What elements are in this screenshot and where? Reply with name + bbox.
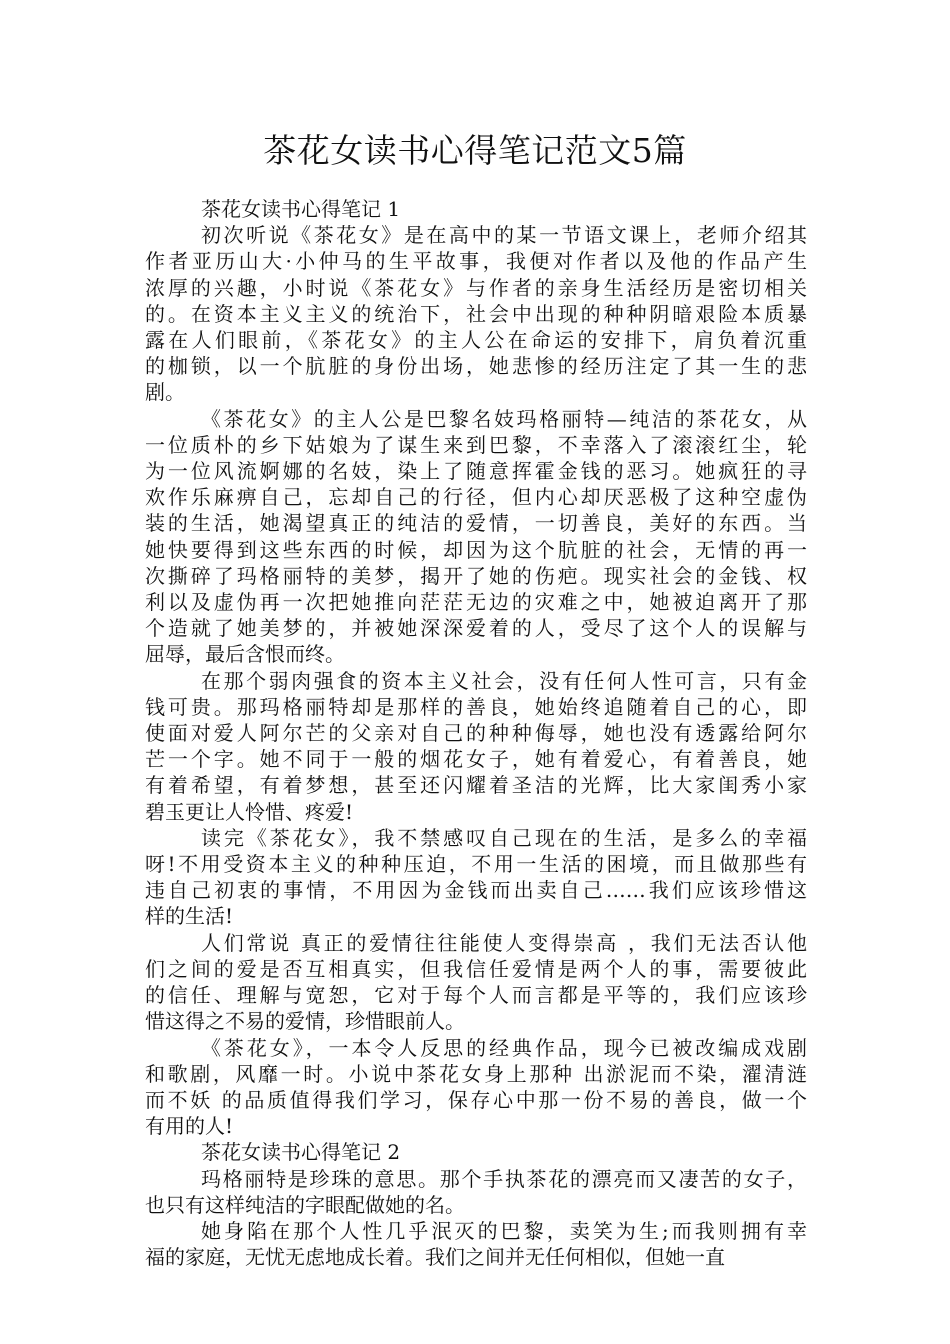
text-line: 惜这得之不易的爱情，珍惜眼前人。 — [145, 1009, 465, 1034]
text-line: 读完《茶花女》，我不禁感叹自己现在的生活，是多么的幸福 — [201, 825, 807, 850]
text-line: 为一位风流婀娜的名妓，染上了随意挥霍金钱的恶习。她疯狂的寻 — [145, 459, 807, 484]
document-body — [145, 196, 807, 1270]
paragraph — [145, 1218, 807, 1270]
text-line: 欢作乐麻痹自己，忘却自己的行径，但内心却厌恶极了这种空虚伪 — [145, 485, 807, 510]
text-line: 初次听说《茶花女》是在高中的某一节语文课上，老师介绍其 — [201, 223, 807, 248]
text-line: 违自己初衷的事情，不用因为金钱而出卖自己……我们应该珍惜这 — [145, 878, 807, 903]
text-line: 人们常说 真正的爱情往往能使人变得崇高 ，我们无法否认他 — [201, 930, 807, 955]
paragraph — [145, 1035, 807, 1140]
text-line: 《茶花女》的主人公是巴黎名妓玛格丽特—纯洁的茶花女，从 — [201, 406, 807, 431]
text-line: 个造就了她美梦的，并被她深深爱着的人，受尽了这个人的误解与 — [145, 616, 807, 641]
section-heading — [145, 1139, 807, 1165]
text-line: 而不妖 的品质值得我们学习，保存心中那一份不易的善良，做一个 — [145, 1087, 807, 1112]
paragraph — [145, 668, 807, 825]
text-line: 有着希望，有着梦想，甚至还闪耀着圣洁的光辉，比大家闺秀小家 — [145, 773, 807, 798]
paragraph — [145, 930, 807, 1035]
text-line: 她快要得到这些东西的时候，却因为这个肮脏的社会，无情的再一 — [145, 537, 807, 562]
document-title: 茶花女读书心得笔记范文5篇 — [263, 131, 687, 170]
text-line: 一位质朴的乡下姑娘为了谋生来到巴黎，不幸落入了滚滚红尘，轮 — [145, 432, 807, 457]
text-line: 她身陷在那个人性几乎泯灭的巴黎，卖笑为生;而我则拥有幸 — [201, 1218, 807, 1243]
text-line: 钱可贵。那玛格丽特却是那样的善良，她始终追随着自己的心，即 — [145, 694, 807, 719]
paragraph — [145, 825, 807, 930]
text-line: 有用的人! — [145, 1114, 234, 1139]
text-line: 作者亚历山大·小仲马的生平故事，我便对作者以及他的作品产生 — [145, 249, 807, 274]
text-line: 露在人们眼前，《茶花女》的主人公在命运的安排下，肩负着沉重 — [145, 328, 807, 353]
text-line: 使面对爱人阿尔芒的父亲对自己的种种侮辱，她也没有透露给阿尔 — [145, 721, 807, 746]
text-line: 利以及虚伪再一次把她推向茫茫无边的灾难之中，她被迫离开了那 — [145, 590, 807, 615]
text-line: 浓厚的兴趣，小时说《茶花女》与作者的亲身生活经历是密切相关 — [145, 275, 807, 300]
text-line: 也只有这样纯洁的字眼配做她的名。 — [145, 1192, 465, 1217]
paragraph — [145, 406, 807, 668]
text-line: 剧。 — [145, 380, 185, 405]
heading-text: 茶花女读书心得笔记 1 — [201, 197, 401, 221]
text-line: 碧玉更让人怜惜、疼爱! — [145, 799, 354, 824]
paragraph — [145, 1166, 807, 1218]
text-line: 的枷锁，以一个肮脏的身份出场，她悲惨的经历注定了其一生的悲 — [145, 354, 807, 379]
section-heading — [145, 196, 807, 222]
text-line: 在那个弱肉强食的资本主义社会，没有任何人性可言，只有金 — [201, 668, 807, 693]
text-line: 样的生活! — [145, 904, 234, 929]
text-line: 的信任、理解与宽恕，它对于每个人而言都是平等的，我们应该珍 — [145, 983, 807, 1008]
text-line: 们之间的爱是否互相真实，但我信任爱情是两个人的事，需要彼此 — [145, 956, 807, 981]
text-line: 次撕碎了玛格丽特的美梦，揭开了她的伤疤。现实社会的金钱、权 — [145, 563, 807, 588]
text-line: 玛格丽特是珍珠的意思。那个手执茶花的漂亮而又凄苦的女子， — [201, 1166, 807, 1191]
text-line: 的。在资本主义主义的统治下，社会中出现的种种阴暗艰险本质暴 — [145, 301, 807, 326]
paragraph — [145, 222, 807, 405]
text-line: 装的生活，她渴望真正的纯洁的爱情，一切善良，美好的东西。当 — [145, 511, 807, 536]
text-line: 芒一个字。她不同于一般的烟花女子，她有着爱心，有着善良，她 — [145, 747, 807, 772]
text-line: 《茶花女》，一本令人反思的经典作品，现今已被改编成戏剧 — [201, 1035, 807, 1060]
text-line: 屈辱，最后含恨而终。 — [145, 642, 345, 667]
heading-text: 茶花女读书心得笔记 2 — [201, 1140, 401, 1165]
text-line: 福的家庭，无忧无虑地成长着。我们之间并无任何相似，但她一直 — [145, 1245, 725, 1270]
text-line: 呀!不用受资本主义的种种压迫，不用一生活的困境，而且做那些有 — [145, 852, 807, 877]
text-line: 和歌剧，风靡一时。小说中茶花女身上那种 出淤泥而不染，濯清涟 — [145, 1061, 807, 1086]
